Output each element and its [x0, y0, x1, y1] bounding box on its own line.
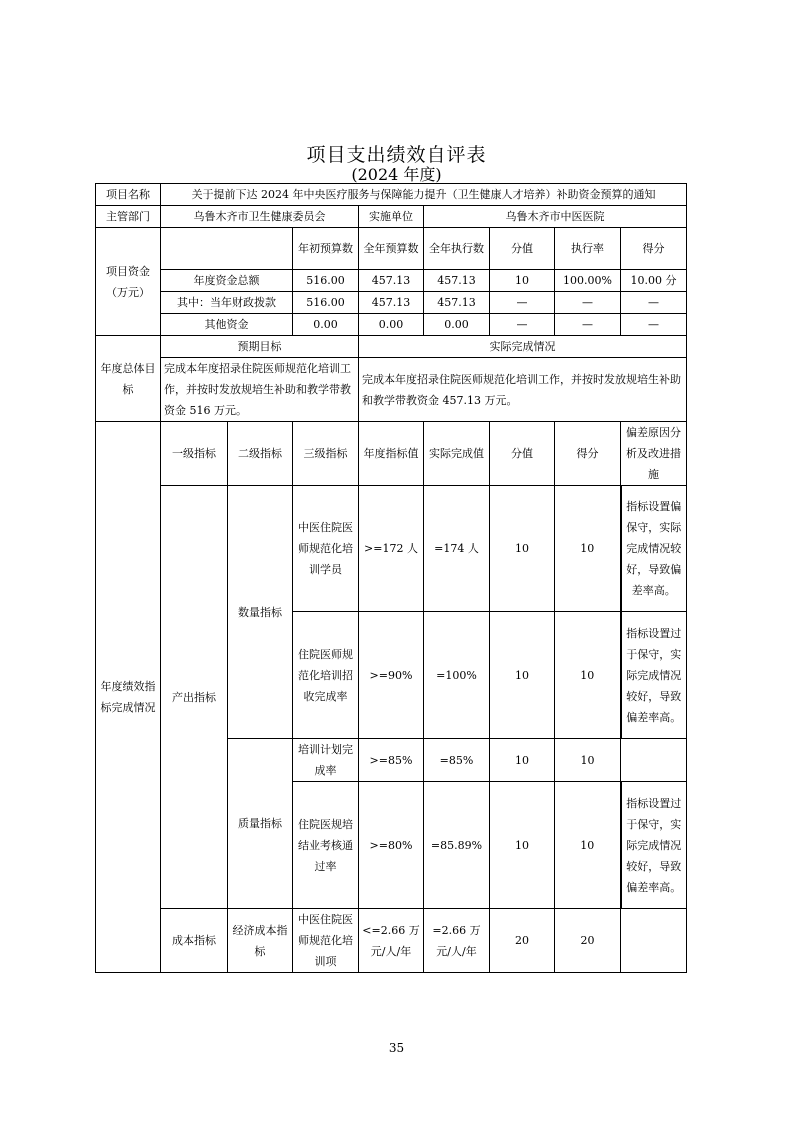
project-name-label: 项目名称: [96, 184, 161, 206]
funds-row-annual: 457.13: [359, 270, 424, 292]
unit-value: 乌鲁木齐市中医医院: [424, 206, 687, 228]
level2-economic: 经济成本指标: [228, 909, 293, 973]
indicator-target: <=2.66 万元/人/年: [359, 909, 424, 973]
funds-row-score: 10.00 分: [621, 270, 687, 292]
funds-row-rate: 100.00%: [555, 270, 621, 292]
level2-quality: 质量指标: [228, 739, 293, 909]
funds-row-score-value: —: [490, 292, 555, 314]
funds-row-rate: —: [555, 314, 621, 336]
page-number: 35: [388, 1041, 405, 1055]
indicator-score-value: 10: [490, 739, 555, 782]
funds-row: [96, 314, 687, 336]
level1-cost: 成本指标: [161, 909, 228, 973]
indicator-actual: =174 人: [424, 486, 490, 612]
indicator-level3: 中医住院医师规范化培训学员: [293, 486, 359, 612]
funds-header-executed: 全年执行数: [424, 228, 490, 270]
funds-row-name: 其他资金: [161, 314, 293, 336]
funds-row-name: 其中：当年财政拨款: [161, 292, 293, 314]
funds-header-rate: 执行率: [555, 228, 621, 270]
funds-row-initial: 516.00: [293, 270, 359, 292]
indicator-actual: =2.66 万元/人/年: [424, 909, 490, 973]
funds-header-initial: 年初预算数: [293, 228, 359, 270]
header-target: 年度指标值: [359, 422, 424, 486]
indicator-target: >=80%: [359, 782, 424, 909]
indicator-row: [96, 486, 687, 612]
page-title: 项目支出绩效自评表: [306, 144, 487, 166]
goals-actual-text: 完成本年度招录住院医师规范化培训工作，并按时发放规培生补助和教学带教资金 457.13 万元。: [359, 358, 687, 422]
indicator-deviation: [621, 909, 687, 973]
indicator-score: 10: [555, 739, 621, 782]
performance-table: [95, 183, 687, 973]
indicator-level3: 培训计划完成率: [293, 739, 359, 782]
indicator-score-value: 10: [490, 782, 555, 909]
project-name-value: 关于提前下达 2024 年中央医疗服务与保障能力提升（卫生健康人才培养）补助资金预算的通知: [161, 184, 687, 206]
indicator-score-value: 10: [490, 612, 555, 739]
funds-header-score-value: 分值: [490, 228, 555, 270]
indicator-score: 20: [555, 909, 621, 973]
funds-row-score: —: [621, 314, 687, 336]
indicator-score: 10: [555, 612, 621, 739]
indicator-row: [96, 909, 687, 973]
indicator-deviation: 指标设置过于保守，实际完成情况较好，导致偏差率高。: [621, 782, 687, 909]
indicator-score-value: 10: [490, 486, 555, 612]
indicator-actual: =85%: [424, 739, 490, 782]
funds-header-score: 得分: [621, 228, 687, 270]
funds-row: [96, 270, 687, 292]
funds-row-name: 年度资金总额: [161, 270, 293, 292]
indicator-score: 10: [555, 486, 621, 612]
goals-expected-text: 完成本年度招录住院医师规范化培训工作，并按时发放规培生补助和教学带教资金 516 万元。: [161, 358, 359, 422]
indicator-target: >=90%: [359, 612, 424, 739]
header-level3: 三级指标: [293, 422, 359, 486]
indicator-actual: =100%: [424, 612, 490, 739]
indicator-score: 10: [555, 782, 621, 909]
indicator-deviation: [621, 739, 687, 782]
funds-row-score: —: [621, 292, 687, 314]
indicator-deviation: 指标设置偏保守，实际完成情况较好，导致偏差率高。: [621, 486, 687, 612]
indicator-score-value: 20: [490, 909, 555, 973]
dept-value: 乌鲁木齐市卫生健康委员会: [161, 206, 359, 228]
funds-row: [96, 292, 687, 314]
dept-label: 主管部门: [96, 206, 161, 228]
indicator-level3: 住院医师规范化培训招收完成率: [293, 612, 359, 739]
funds-row-score-value: —: [490, 314, 555, 336]
indicator-actual: =85.89%: [424, 782, 490, 909]
indicator-level3: 住院医规培结业考核通过率: [293, 782, 359, 909]
funds-row-score-value: 10: [490, 270, 555, 292]
funds-label: 项目资金（万元）: [96, 228, 161, 336]
header-score-value: 分值: [490, 422, 555, 486]
indicator-target: >=85%: [359, 739, 424, 782]
header-level2: 二级指标: [228, 422, 293, 486]
indicators-section-label: 年度绩效指标完成情况: [96, 422, 161, 973]
header-actual: 实际完成值: [424, 422, 490, 486]
indicator-target: >=172 人: [359, 486, 424, 612]
funds-row-executed: 0.00: [424, 314, 490, 336]
indicator-deviation: 指标设置过于保守，实际完成情况较好，导致偏差率高。: [621, 612, 687, 739]
goals-label: 年度总体目标: [96, 336, 161, 422]
funds-header-annual: 全年预算数: [359, 228, 424, 270]
goals-expected-header: 预期目标: [161, 336, 359, 358]
header-deviation: 偏差原因分析及改进措施: [621, 422, 687, 486]
header-level1: 一级指标: [161, 422, 228, 486]
funds-row-executed: 457.13: [424, 292, 490, 314]
level2-quantity: 数量指标: [228, 486, 293, 739]
funds-row-initial: 516.00: [293, 292, 359, 314]
goals-actual-header: 实际完成情况: [359, 336, 687, 358]
funds-row-executed: 457.13: [424, 270, 490, 292]
funds-row-annual: 0.00: [359, 314, 424, 336]
page-subtitle: (2024 年度): [351, 165, 442, 184]
funds-row-initial: 0.00: [293, 314, 359, 336]
unit-label: 实施单位: [359, 206, 424, 228]
header-score: 得分: [555, 422, 621, 486]
level1-output: 产出指标: [161, 486, 228, 909]
funds-row-rate: —: [555, 292, 621, 314]
indicator-level3: 中医住院医师规范化培训项: [293, 909, 359, 973]
funds-row-annual: 457.13: [359, 292, 424, 314]
